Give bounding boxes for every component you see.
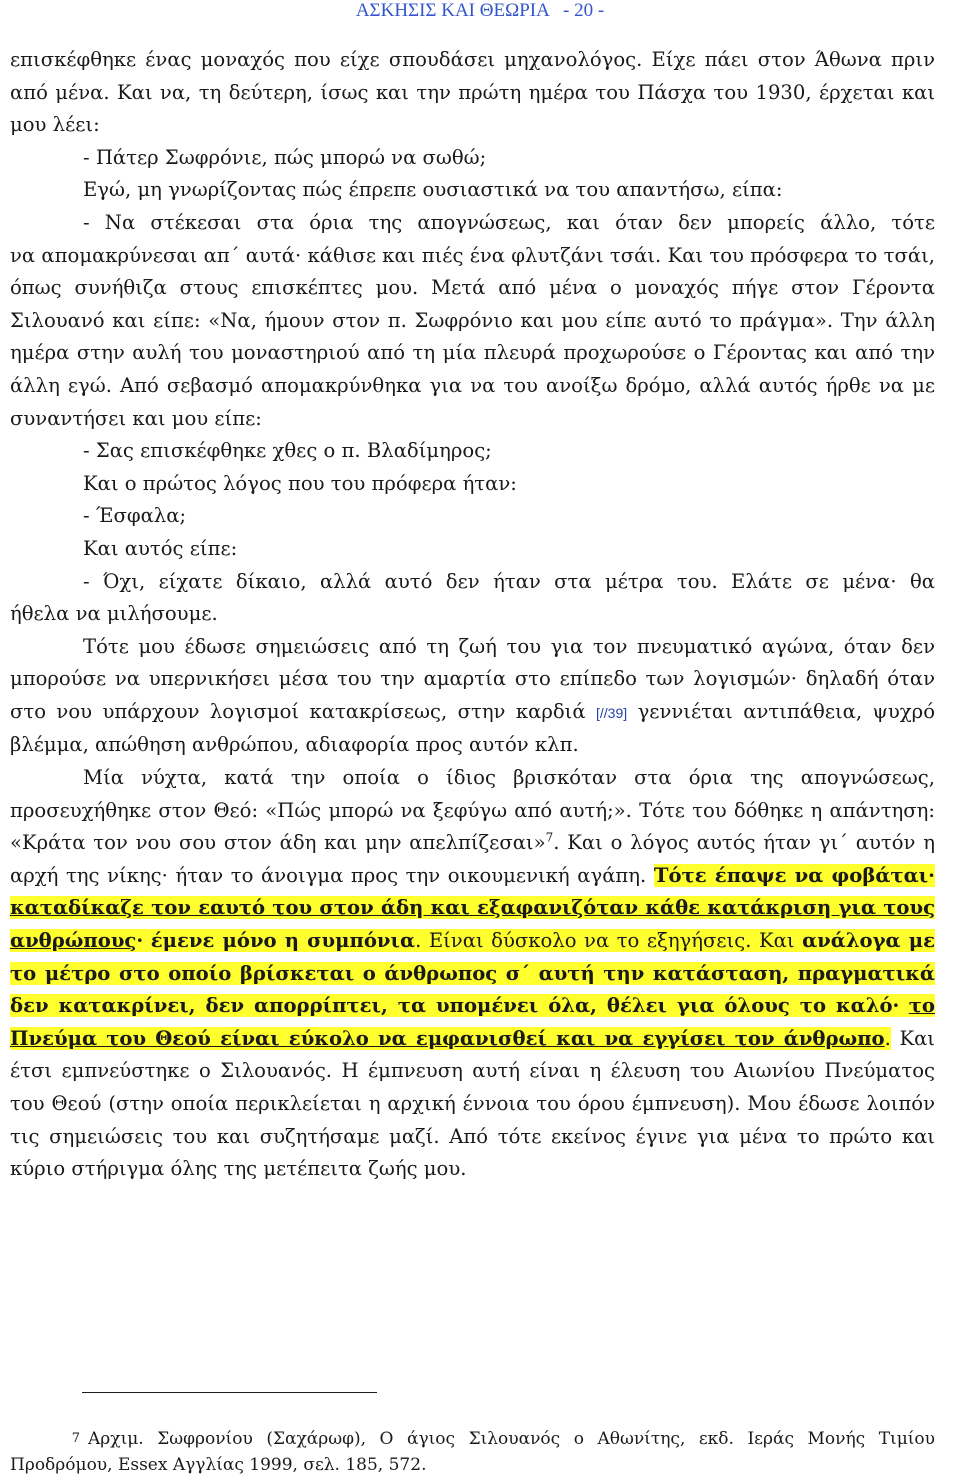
dialogue-line: Εγώ, μη γνωρίζοντας πώς έπρεπε ουσιαστικά να του απαντήσω, είπα: xyxy=(83,178,783,202)
page-number: - 20 - xyxy=(563,0,605,21)
page-reference: [//39] xyxy=(596,704,628,721)
highlighted-text: έμενε μόνο η συμπόνια xyxy=(150,929,416,953)
paragraph xyxy=(10,762,935,1186)
highlighted-text: · xyxy=(136,929,144,953)
paragraph-text: Και έτσι εμπνεύστηκε ο Σιλουανός. Η έμπνευση αυτή είναι η έλευση του Αιωνίου Πνεύματος του Θεού (στην οποία περικλείεται η αρχική έννοια του όρου έμπνευση). Μου έδωσε λοιπόν τις σημειώσεις του και συζητήσαμε μαζί. Από τότε εκείνος έγινε για μένα το πρώτο και κύριο στήριγμα όλης της μετέπειτα ζωής μου. xyxy=(10,1026,935,1181)
paragraph-text: αγάπη. xyxy=(577,863,647,887)
paragraph-text: Τότε μου έδωσε σημειώσεις από τη ζωή του για τον πνευματικό αγώνα, όταν δεν μπορούσε να υπερνικήσει μέσα του την αμαρτία στο επίπεδο των λογισμών· δηλαδή όταν στο νου υπάρχουν λογισμοί κατακρίσεως, στην καρδιά xyxy=(10,634,935,723)
footnote-separator xyxy=(82,1392,377,1393)
dialogue-line: - Όχι, είχατε δίκαιο, αλλά αυτό δεν ήταν στα μέτρα του. Ελάτε σε μένα· θα xyxy=(83,569,935,593)
page-header xyxy=(0,0,960,22)
dialogue-line: - Έσφαλα; xyxy=(83,504,187,528)
dialogue-line: Και αυτός είπε: xyxy=(83,536,238,560)
dialogue-line: - Πάτερ Σωφρόνιε, πώς μπορώ να σωθώ; xyxy=(83,145,487,169)
paragraph xyxy=(10,631,935,762)
paragraph-text: . Και ο λόγος αυτός ήταν γι΄ αυτόν η αρχή της νίκης· ήταν το άνοιγμα προς την οικουμενική xyxy=(10,831,935,887)
dialogue-line: Και ο πρώτος λόγος που του πρόφερα ήταν: xyxy=(83,471,517,495)
paragraph: επισκέφθηκε ένας μοναχός που είχε σπουδάσει μηχανολόγος. Είχε πάει στον Άθωνα πριν από μένα. Και να, τη δεύτερη, ίσως και την πρώτη ημέρα του Πάσχα του 1930, έρχεται και μου λέει: xyxy=(10,48,935,137)
highlighted-text: . xyxy=(884,1026,891,1050)
paragraph: ήθελα να μιλήσουμε. xyxy=(10,602,218,626)
highlighted-text: . Είναι δύσκολο να το εξηγήσεις. Και xyxy=(415,929,795,953)
paragraph: να απομακρύνεσαι απ΄ αυτά· κάθισε και πιές ένα φλυτζάνι τσάι. Και του πρόσφερα το τσάι, όπως συνήθιζα στους επισκέπτες μου. Μετά από μένα ο μοναχός πήγε στον Γέροντα Σιλουανό και είπε: «Να, ήμουν στον π. Σωφρόνιο και μου είπε αυτό το πράγμα». Την άλλη ημέρα στην αυλή του μοναστηριού από τη μία πλευρά προχωρούσε ο Γέροντας και από την άλλη εγώ. Από σεβασμό απομακρύνθηκα για να του ανοίξω δρόμο, αλλά αυτός ήρθε να με συναντήσει και μου είπε: xyxy=(10,243,935,430)
highlighted-text: Τότε έπαψε να φοβάται· xyxy=(653,863,935,887)
running-title: ΑΣΚΗΣΙΣ ΚΑΙ ΘΕΩΡΙΑ xyxy=(355,0,549,21)
dialogue-line: - Να στέκεσαι στα όρια της απογνώσεως, και όταν δεν μπορείς άλλο, τότε xyxy=(83,210,935,234)
footnote-marker: 7 xyxy=(545,830,554,845)
main-text xyxy=(10,44,935,1186)
footnote-number: 7 xyxy=(71,1431,80,1446)
highlighted-text: το Πνεύμα του Θεού είναι εύκολο να εμφανισθεί και να εγγίσει τον άνθρωπο xyxy=(10,994,935,1050)
paragraph-text: Μία νύχτα, κατά την οποία ο ίδιος βρισκόταν στα όρια της απογνώσεως, προσευχήθηκε στον Θεό: «Πώς μπορώ να ξεφύγω από αυτή;». Τότε του δόθηκε η απάντηση: «Κράτα τον νου σου στον άδη και μην απελπίζεσαι» xyxy=(10,766,935,855)
highlighted-text: ανάλογα με το μέτρο στο οποίο βρίσκεται ο άνθρωπος σ΄ αυτή την κατάσταση, πραγματικά δεν κατακρίνει, δεν απορρίπτει, τα υπομένει όλα, θέλει για όλους το καλό· xyxy=(10,929,936,1018)
footnote xyxy=(10,1426,935,1478)
paragraph-text: γεννιέται αντιπάθεια, ψυχρό βλέμμα, απώθηση ανθρώπου, αδιαφορία προς αυτόν κλπ. xyxy=(10,699,935,757)
highlighted-text: καταδίκαζε τον εαυτό του στον άδη και εξαφανιζόταν κάθε κατάκριση για τους ανθρώπους xyxy=(10,896,935,953)
footnote-text: Αρχιμ. Σωφρονίου (Σαχάρωφ), Ο άγιος Σιλουανός ο Αθωνίτης, εκδ. Ιεράς Μονής Τιμίου Προδρόμου, Essex Αγγλίας 1999, σελ. 185, 572. xyxy=(10,1429,935,1475)
dialogue-line: - Σας επισκέφθηκε χθες ο π. Βλαδίμηρος; xyxy=(83,439,492,463)
